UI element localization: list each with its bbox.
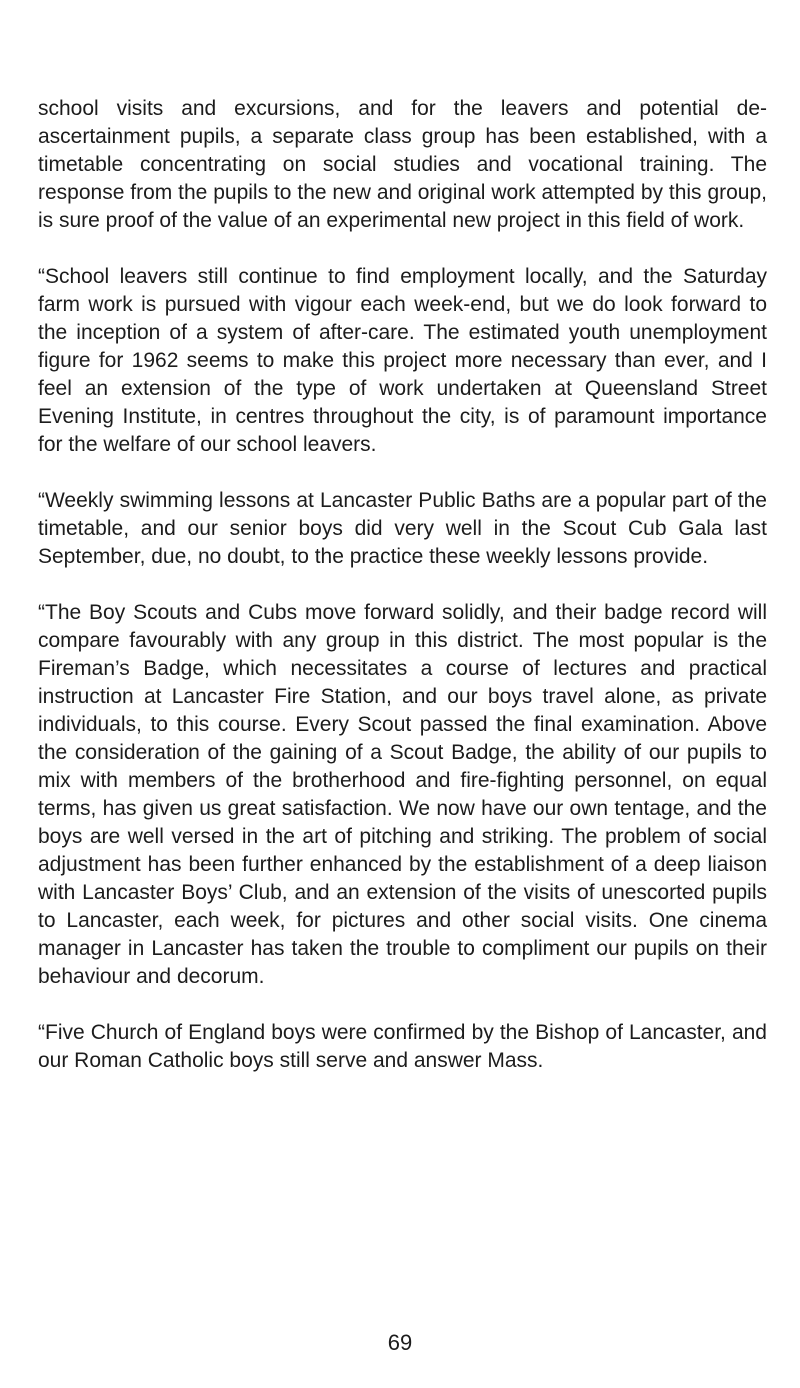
page-number: 69 (387, 1330, 413, 1355)
paragraph-scouts-and-cubs: “The Boy Scouts and Cubs move forward solidly, and their badge record will compare favourably with any group in this district. The most popular is the Fireman’s Badge, which necessitates a course of lectures and practical instruction at Lancaster Fire Station, and our boys travel alone, as private individuals, to this course. Every Scout passed the final examination. Above the consideration of the gaining of a Scout Badge, the ability of our pupils to mix with members of the brotherhood and fire-fighting personnel, on equal terms, has given us great satisfaction. We now have our own tentage, and the boys are well versed in the art of pitching and striking. The problem of social adjustment has been further enhanced by the establishment of a deep liaison with Lancaster Boys’ Club, and an extension of the visits of unescorted pupils to Lancaster, each week, for pictures and other social visits. One cinema manager in Lancaster has taken the trouble to compliment our pupils on their behaviour and decorum. (38, 601, 767, 988)
document-body (38, 95, 767, 1075)
paragraph-school-leavers: “School leavers still continue to find employment locally, and the Saturday farm work is pursued with vigour each week-end, but we do look forward to the inception of a system of after-care. The estimated youth unemployment figure for 1962 seems to make this project more necessary than ever, and I feel an extension of the type of work undertaken at Queensland Street Evening Institute, in centres throughout the city, is of paramount importance for the welfare of our school leavers. (38, 265, 767, 456)
paragraph-confirmation: “Five Church of England boys were confirmed by the Bishop of Lancaster, and our Roman Catholic boys still serve and answer Mass. (38, 1021, 767, 1072)
paragraph-swimming-lessons: “Weekly swimming lessons at Lancaster Public Baths are a popular part of the timetable, and our senior boys did very well in the Scout Cub Gala last September, due, no doubt, to the practice these weekly lessons provide. (38, 489, 767, 568)
paragraph-class-group: school visits and excursions, and for the leavers and potential de-ascertainment pupils, a separate class group has been established, with a timetable concentrating on social studies and vocational training. The response from the pupils to the new and original work attempted by this group, is sure proof of the value of an experimental new project in this field of work. (38, 97, 767, 232)
